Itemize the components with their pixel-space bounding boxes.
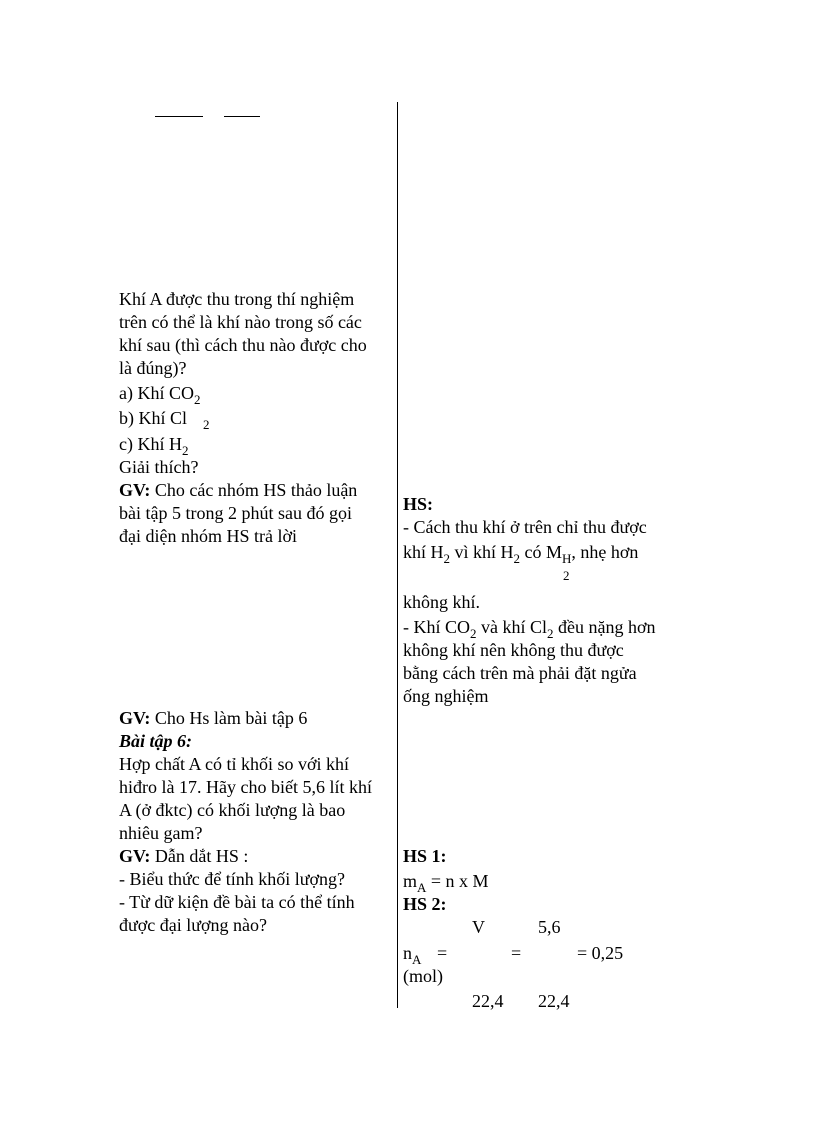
hs-answer-line-6: bằng cách trên mà phải đặt ngửa: [403, 663, 637, 683]
hs-answer-line-1: - Cách thu khí ở trên chỉ thu được: [403, 517, 647, 537]
blank-rule-2: [224, 116, 260, 117]
equals-2: =: [511, 943, 522, 963]
h2-sub: 2: [443, 551, 450, 566]
option-a: [119, 382, 201, 405]
column-divider: [397, 102, 398, 1008]
denominator-1: 22,4: [472, 991, 504, 1011]
exercise-6-title: Bài tập 6:: [119, 731, 193, 751]
hs-answer-line-5: không khí nên không thu được: [403, 640, 624, 660]
hs-text: khí H: [403, 542, 444, 562]
gv-instruction-1: [119, 479, 357, 502]
hs-text: - Khí CO: [403, 617, 470, 637]
mh-sub: H: [562, 551, 572, 566]
mh-subscript-2: 2: [563, 568, 570, 583]
gv-label: GV:: [119, 846, 151, 866]
equals-1: =: [437, 943, 448, 963]
gv-instruction-1-line-2: bài tập 5 trong 2 phút sau đó gọi: [119, 503, 352, 523]
option-c-sub: 2: [181, 443, 189, 458]
mass-formula: = n x M: [426, 871, 489, 891]
moles-symbol: [403, 942, 421, 965]
exercise-6-line-1: Hợp chất A có tỉ khối so với khí: [119, 754, 350, 774]
hs-text: vì khí H: [450, 542, 514, 562]
option-a-sub: 2: [194, 392, 201, 407]
gv-instruction-3: [119, 845, 248, 868]
option-b: [119, 407, 210, 430]
option-b-sub: 2: [203, 417, 210, 432]
option-c: [119, 433, 188, 456]
blank-rule-1: [155, 116, 203, 117]
hs-text: đều nặng hơn: [553, 617, 656, 637]
hs-text: và khí Cl: [476, 617, 547, 637]
denominator-2: 22,4: [538, 991, 570, 1011]
n-symbol: n: [403, 943, 412, 963]
moles-unit: (mol): [403, 966, 443, 986]
co2-sub: 2: [470, 626, 477, 641]
hs-text: , nhẹ hơn: [571, 542, 639, 562]
gv-text: Dẫn dắt HS :: [150, 846, 249, 866]
question-line-4: là đúng)?: [119, 358, 187, 378]
gv-bullet-1: - Biểu thức để tính khối lượng?: [119, 869, 345, 889]
moles-result: = 0,25: [577, 943, 624, 963]
gv-label: GV:: [119, 480, 151, 500]
gv-text: Cho các nhóm HS thảo luận: [150, 480, 358, 500]
cl2-sub: 2: [547, 626, 554, 641]
gv-label: GV:: [119, 708, 151, 728]
question-line-2: trên có thể là khí nào trong số các: [119, 312, 362, 332]
option-b-text: b) Khí Cl: [119, 408, 188, 428]
gv-bullet-3: được đại lượng nào?: [119, 915, 268, 935]
n-sub: A: [412, 952, 422, 967]
question-line-1: Khí A được thu trong thí nghiệm: [119, 289, 355, 309]
gv-instruction-2: [119, 707, 307, 730]
mass-symbol: m: [403, 871, 418, 891]
exercise-6-line-4: nhiêu gam?: [119, 823, 203, 843]
hs-answer-line-4: [403, 616, 656, 639]
hs-answer-line-2: [403, 541, 638, 564]
explain-prompt: Giải thích?: [119, 457, 199, 477]
hs1-label: HS 1:: [403, 846, 447, 866]
hs1-formula: [403, 870, 489, 893]
hs-label: HS:: [403, 494, 434, 514]
hs-text: có M: [520, 542, 563, 562]
h2-sub: 2: [513, 551, 521, 566]
gv-instruction-1-line-3: đại diện nhóm HS trả lời: [119, 526, 297, 546]
mass-sub: A: [417, 880, 427, 895]
option-a-text: a) Khí CO: [119, 383, 194, 403]
hs-answer-line-7: ống nghiệm: [403, 686, 489, 706]
gv-bullet-2: - Từ dữ kiện đề bài ta có thể tính: [119, 892, 355, 912]
question-line-3: khí sau (thì cách thu nào được cho: [119, 335, 367, 355]
numerator-v: V: [472, 917, 485, 937]
hs2-label: HS 2:: [403, 894, 447, 914]
exercise-6-line-2: hiđro là 17. Hãy cho biết 5,6 lít khí: [119, 777, 372, 797]
hs-answer-line-3: không khí.: [403, 592, 481, 612]
exercise-6-line-3: A (ở đktc) có khối lượng là bao: [119, 800, 346, 820]
option-c-text: c) Khí H: [119, 434, 182, 454]
numerator-5-6: 5,6: [538, 917, 561, 937]
gv-text: Cho Hs làm bài tập 6: [150, 708, 308, 728]
